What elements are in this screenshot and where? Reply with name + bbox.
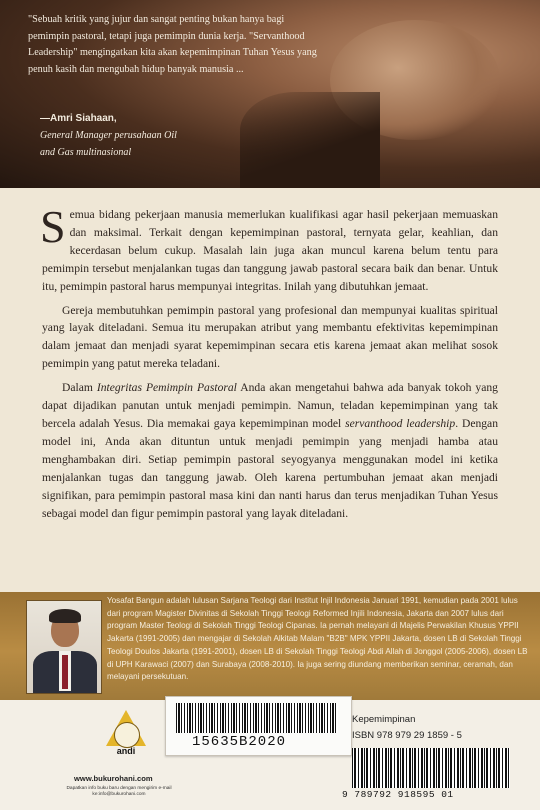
synopsis-paragraph-1 <box>40 201 498 296</box>
author-photo <box>26 600 102 694</box>
isbn: ISBN 978 979 29 1859 - 5 <box>352 730 462 741</box>
endorsement-author <box>40 110 177 161</box>
author-photo-hair <box>49 609 81 623</box>
barcode-digits: 9 789792 918595 01 <box>342 789 454 800</box>
endorsement-quote: "Sebuah kritik yang jujur dan sangat penting bukan hanya bagi pemimpin pastoral, tetapi juga pemimpin dunia kerja. "Servanthood Leadership" mengingatkan kita akan kepemimpinan Tuhan Yesus yang penuh kasih dan mengubah hidup banyak manusia ... <box>28 14 317 75</box>
drop-cap: S <box>40 201 66 252</box>
author-photo-tie <box>62 655 68 689</box>
endorsement-role-2: and Gas multinasional <box>40 147 132 158</box>
synopsis <box>40 201 498 528</box>
logo-circle-icon <box>114 722 140 748</box>
publisher-logo <box>104 708 148 760</box>
price-sticker <box>165 696 352 756</box>
synopsis-text-3a: Dalam <box>62 381 97 395</box>
synopsis-paragraph-3 <box>42 379 498 522</box>
synopsis-text-1: emua bidang pekerjaan manusia memerlukan kualifikasi agar hasil pekerjaan memuaskan dan maksimal. Terkait dengan kepemimpinan pastoral, ternyata gelar, keahlian, dan kecerdasan belum cukup. Masalah lain juga akan muncul karena belum tentu para pemimpin tersebut menjalankan tugas dan tanggung jawab pastoral secara baik dan benar. Untuk itu, pemimpin pastoral harus mempunyai integritas. Inilah yang dibutuhkan jemaat. <box>42 208 498 293</box>
sticker-barcode <box>176 703 338 733</box>
book-category: Kepemimpinan <box>352 714 416 725</box>
publisher-note: Dapatkan info buku baru dengan mengirim e-mail ke:info@bukurohani.com <box>66 786 172 797</box>
synopsis-text-3b: Anda akan mengetahui bahwa ada banyak tokoh yang dapat dijadikan panutan untuk menjadi pemimpin. Namun, teladan kepemimpinan yang tak bercela adalah Yesus. Dia memakai gaya kepemimpinan model <box>42 381 498 430</box>
publisher-logo-text: andi <box>116 746 136 756</box>
isbn-barcode <box>352 748 510 788</box>
endorsement-role-1: General Manager perusahaan Oil <box>40 130 177 141</box>
book-title-inline: Integritas Pemimpin Pastoral <box>96 381 237 395</box>
photo-sleeve <box>240 92 380 188</box>
sticker-code: 15635B2020 <box>192 734 287 750</box>
author-bio: Yosafat Bangun adalah lulusan Sarjana Teologi dari Institut Injil Indonesia Januari 1991, kemudian pada 2001 lulus dari program Magister Divinitas di Sekolah Tinggi Teologi Reformed Injili Indonesia, Jakarta dan 2007 lulus dari program Master Teologi di Sekolah Tinggi Teologi Cipanas. Ia pernah melayani di Majelis Perwakilan Khusus YPPII Jakarta (1991-2005) dan mengajar di Sekolah Alkitab Malam "B2B" MPK YPPII Jakarta, dosen LB di Sekolah Tinggi Teologi Doulos Jakarta (1991-2001), dosen LB di Sekolah Tinggi Teologi Abdi Allah di Jonggol (2005-2006), dosen LB di UPH Karawaci (2007) dan Surabaya (2008-2010). Ia juga sering diundang memberikan seminar, ceramah, dan melayani persekutuan. <box>107 596 528 682</box>
synopsis-paragraph-2: Gereja membutuhkan pemimpin pastoral yang profesional dan mempunyai kualitas spiritual yang layak diteladani. Semua itu merupakan atribut yang membantu efektivitas kepemimpinan dalam jemaat dan menjadi syarat kepemimpinan secara etis karena jemaat akan melihat sosok pemimpin yang patut mereka teladani. <box>42 303 498 371</box>
publisher-website: www.bukurohani.com <box>74 774 153 783</box>
endorsement-name: —Amri Siahaan, <box>40 113 117 124</box>
synopsis-text-3c: . Dengan model ini, Anda akan dituntun untuk menjadi pemimpin yang menjadi hamba atau menghambakan diri. Setiap pemimpin pastoral seyogyanya menggunakan model ini ketika menjalankan tugas dan tanggung jawab. Oleh karena pertumbuhan jemaat akan menjadi signifikan, para pemimpin pastoral masa kini dan nanti harus dan terus menjadikan Tuhan Yesus sebagai model dan figur pemimpin pastoral yang layak diteladani. <box>42 416 498 520</box>
term-inline: servanthood leadership <box>345 416 456 430</box>
